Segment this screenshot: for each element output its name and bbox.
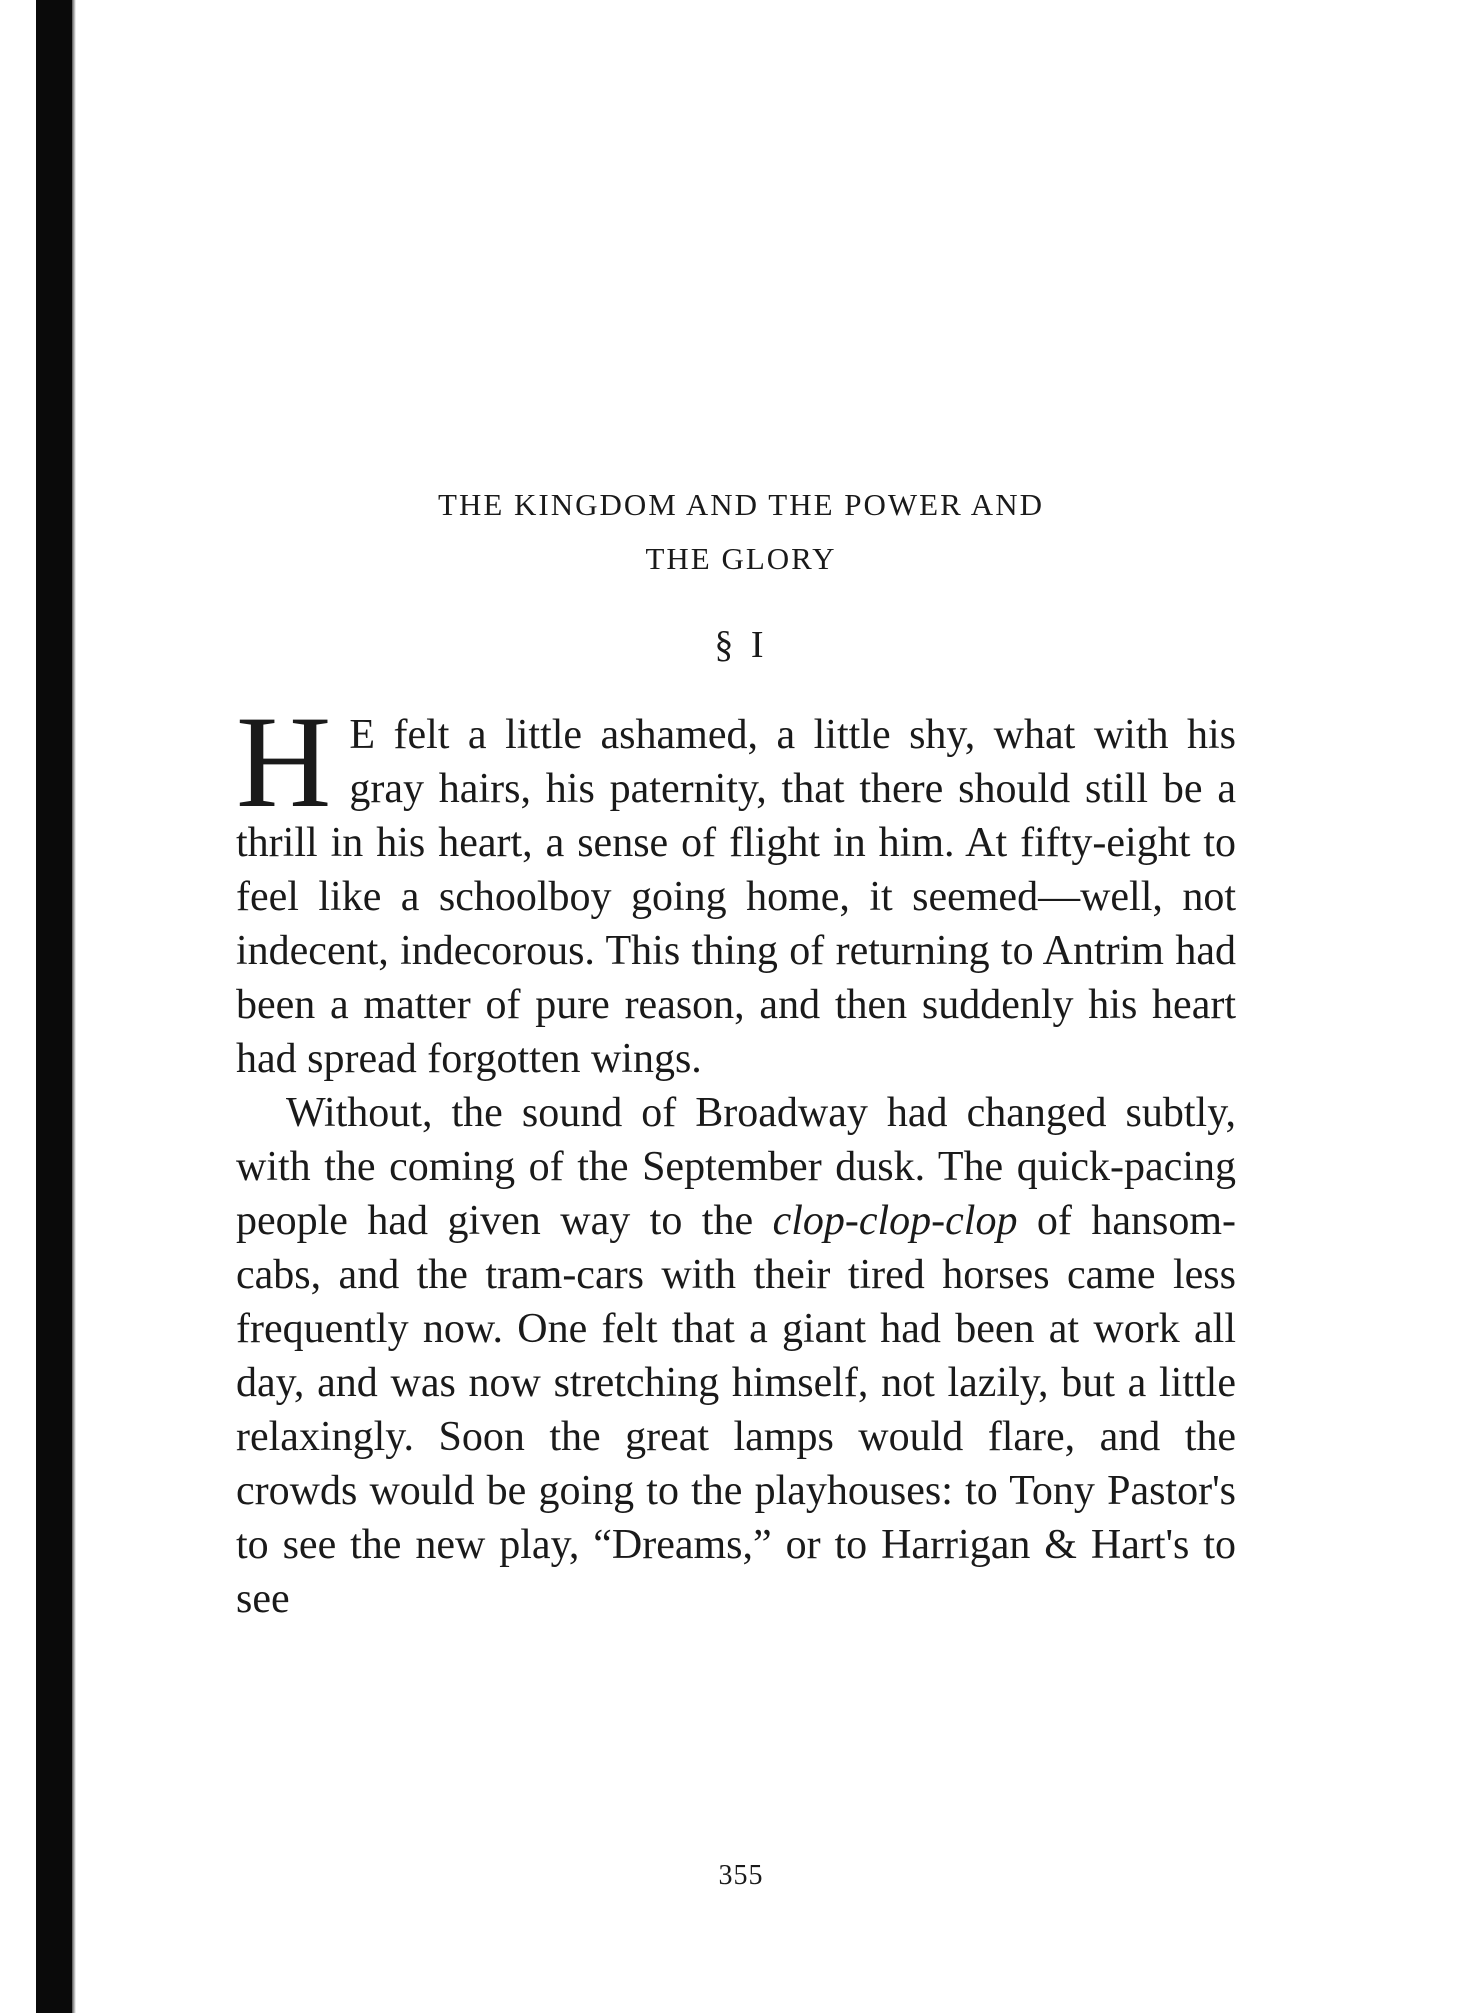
chapter-body: [236, 688, 1236, 1626]
paragraph-2-text-end: of hansom-cabs, and the tram-cars with their tired horses came less frequently now. One felt that a giant had been at work all day, and was now stretching himself, not lazily, but a little relaxingly. Soon the great lamps would flare, and the crowds would be going to the playhouses: to Tony Pastor's to see the new play, “Dreams,” or to Harrigan & Hart's to see: [236, 1198, 1236, 1622]
drop-cap: H: [236, 688, 332, 835]
paragraph-1-text: E felt a little ashamed, a little shy, what with his gray hairs, his paternity, that there should still be a thrill in his heart, a sense of flight in him. At fifty-eight to feel like a schoolboy going home, it seemed—well, not indecent, indecorous. This thing of returning to Antrim had been a matter of pure reason, and then suddenly his heart had spread forgotten wings.: [236, 712, 1236, 1082]
paragraph-2-italic: clop-clop-clop: [772, 1198, 1018, 1244]
chapter-title-line-1: THE KINGDOM AND THE POWER AND: [438, 487, 1044, 522]
paragraph-2-text-start: Without, the sound of Broadway had changed subtly, with the coming of the September dusk. The quick-pacing people had given way to the: [236, 1090, 1236, 1244]
page-number: 355: [718, 1860, 764, 1891]
paragraph-2: [236, 1086, 1236, 1626]
section-number: § I: [714, 624, 768, 666]
paragraph-1: [236, 688, 1236, 1086]
page-binding-shadow: [36, 0, 72, 2013]
chapter-title-line-2: THE GLORY: [645, 541, 837, 576]
